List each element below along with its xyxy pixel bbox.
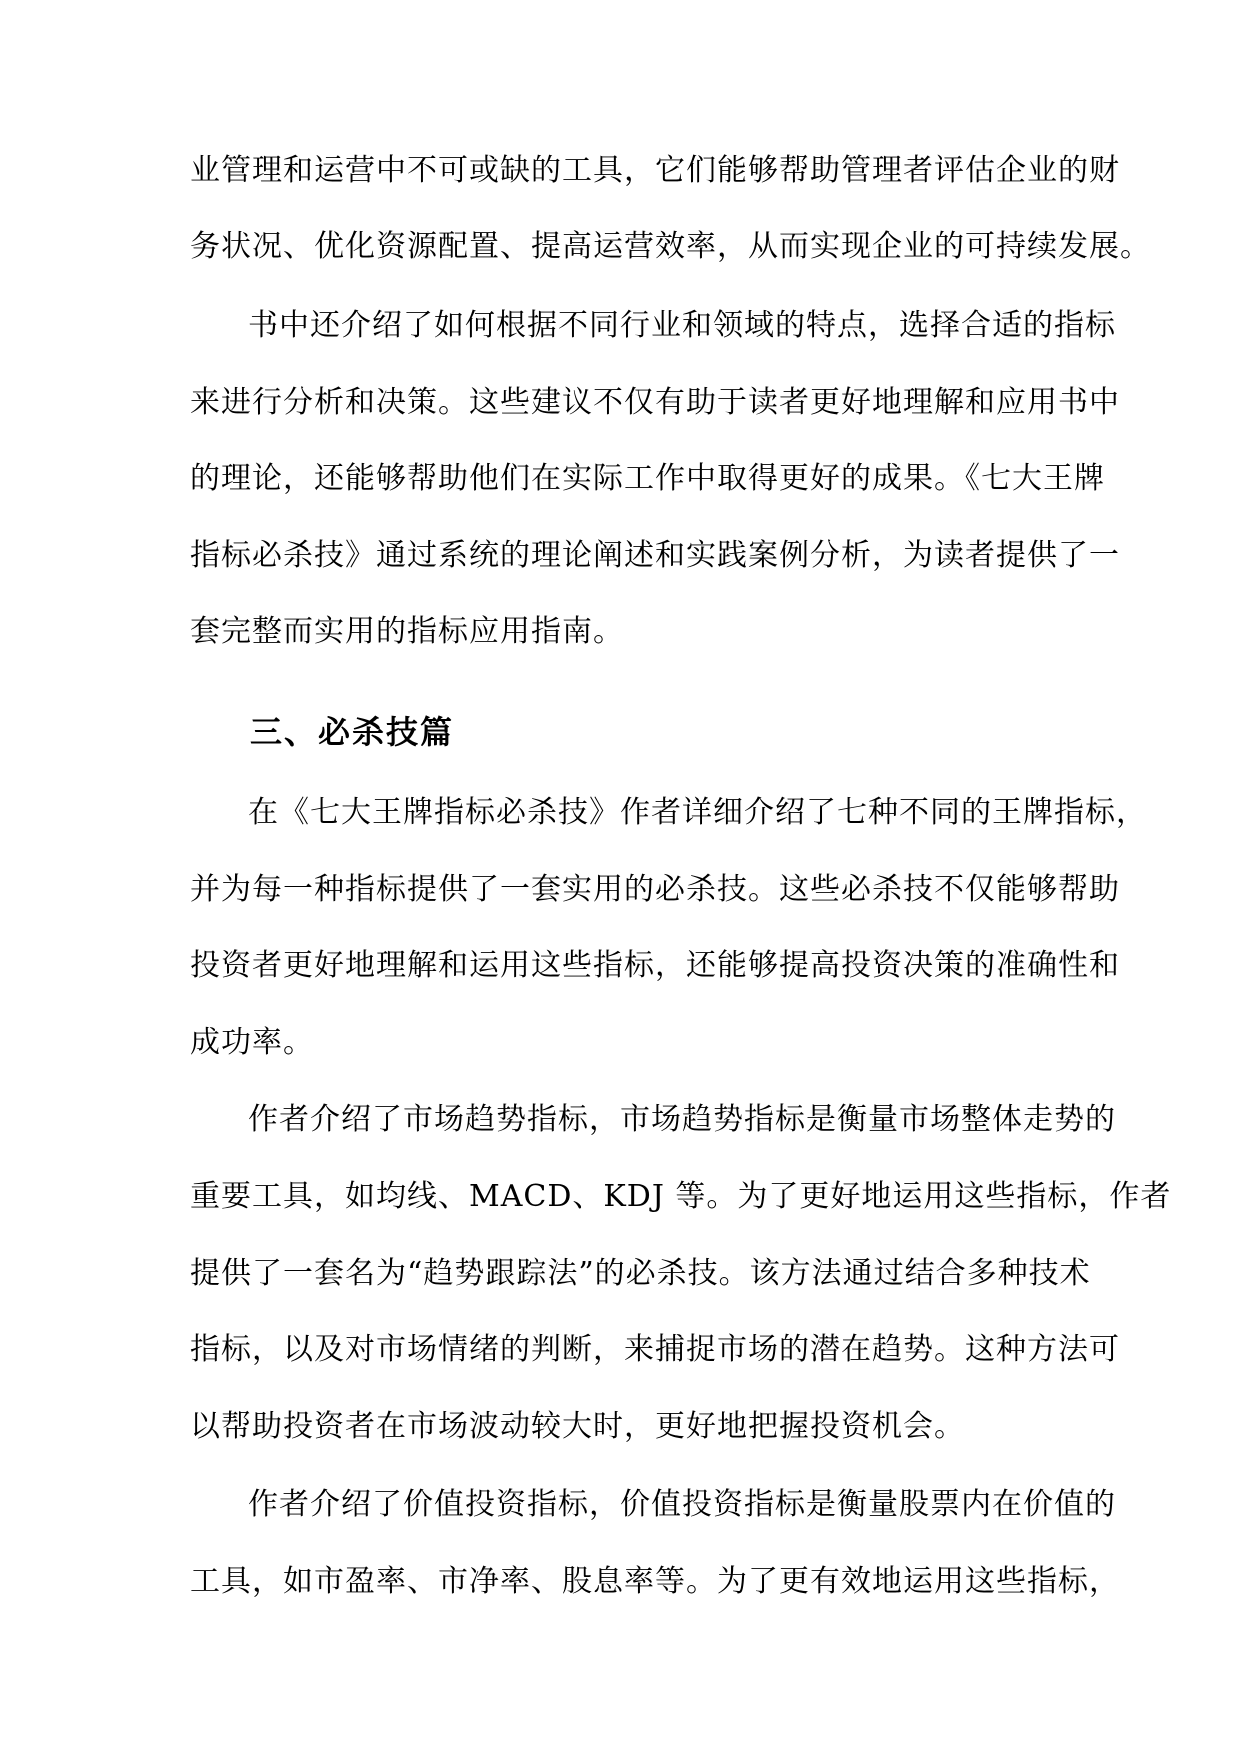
paragraph-line: 投资者更好地理解和运用这些指标，还能够提高投资决策的准确性和 (190, 948, 1120, 983)
paragraph-line: 在《七大王牌指标必杀技》作者详细介绍了七种不同的王牌指标， (248, 795, 1147, 830)
paragraph-line: 以帮助投资者在市场波动较大时，更好地把握投资机会。 (190, 1409, 965, 1444)
paragraph-line: 重要工具，如均线、MACD、KDJ 等。为了更好地运用这些指标，作者 (190, 1179, 1172, 1214)
paragraph-line: 并为每一种指标提供了一套实用的必杀技。这些必杀技不仅能够帮助 (190, 872, 1120, 907)
paragraph-line: 的理论，还能够帮助他们在实际工作中取得更好的成果。《七大王牌 (190, 461, 1105, 496)
paragraph-line: 工具，如市盈率、市净率、股息率等。为了更有效地运用这些指标， (190, 1564, 1120, 1599)
paragraph-line: 成功率。 (190, 1025, 314, 1060)
paragraph-line: 提供了一套名为“趋势跟踪法”的必杀技。该方法通过结合多种技术 (190, 1256, 1091, 1291)
paragraph-line: 作者介绍了价值投资指标，价值投资指标是衡量股票内在价值的 (248, 1487, 1116, 1522)
paragraph-line: 指标必杀技》通过系统的理论阐述和实践案例分析，为读者提供了一 (190, 538, 1120, 573)
paragraph-line: 书中还介绍了如何根据不同行业和领域的特点，选择合适的指标 (248, 308, 1116, 343)
paragraph-line: 指标，以及对市场情绪的判断，来捕捉市场的潜在趋势。这种方法可 (190, 1332, 1120, 1367)
paragraph-line: 来进行分析和决策。这些建议不仅有助于读者更好地理解和应用书中 (190, 385, 1120, 420)
paragraph-line: 套完整而实用的指标应用指南。 (190, 614, 624, 649)
paragraph-line: 业管理和运营中不可或缺的工具，它们能够帮助管理者评估企业的财 (190, 153, 1120, 188)
paragraph-line: 务状况、优化资源配置、提高运营效率，从而实现企业的可持续发展。 (190, 229, 1151, 264)
paragraph-line: 作者介绍了市场趋势指标，市场趋势指标是衡量市场整体走势的 (248, 1102, 1116, 1137)
section-heading: 三、必杀技篇 (250, 713, 455, 751)
